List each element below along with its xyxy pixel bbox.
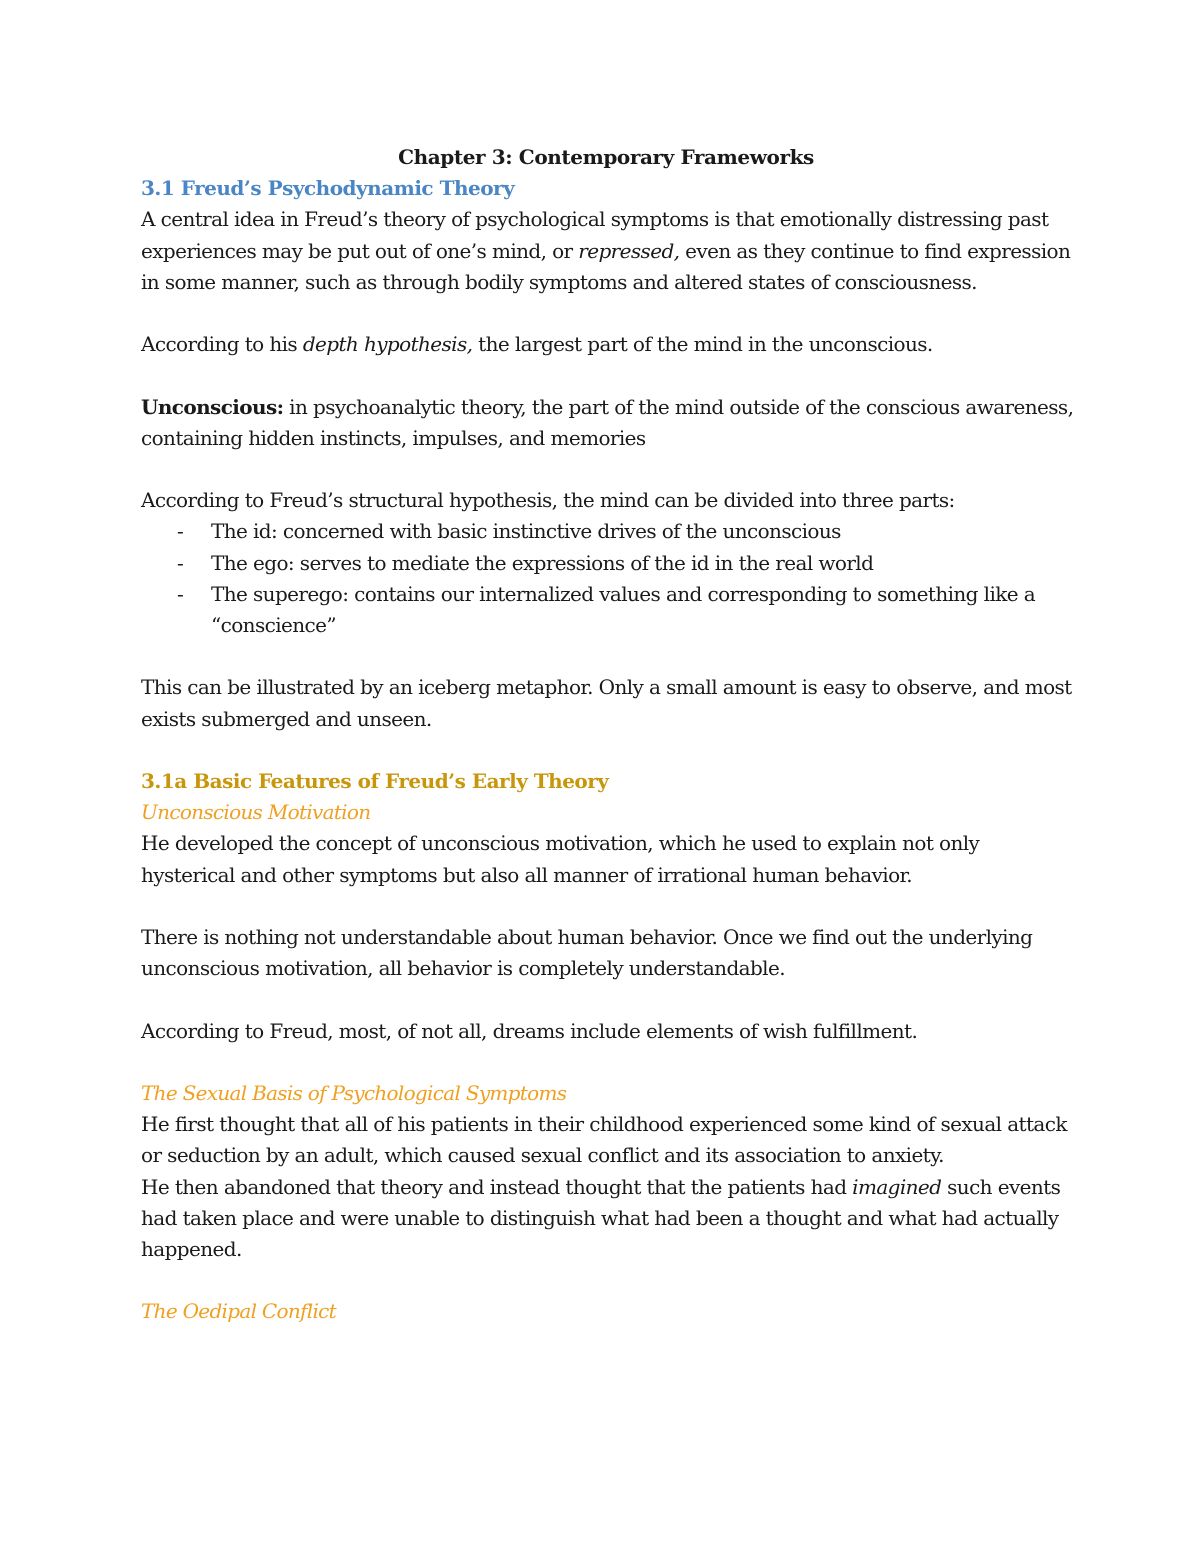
paragraph-depth-hypothesis [141,329,1071,360]
spacer [141,298,1071,329]
paragraph-line: He developed the concept of unconscious motivation, which he used to explain not only [141,831,980,856]
spacer [141,360,1071,391]
paragraph-dreams: According to Freud, most, of not all, dreams include elements of wish fulfillment. [141,1018,918,1043]
spacer [141,454,1071,485]
paragraph-line: hysterical and other symptoms but also all manner of irrational human behavior. [141,862,913,887]
paragraph-line: containing hidden instincts, impulses, and memories [141,425,646,450]
spacer [141,984,1071,1015]
list-item-text: The id: concerned with basic instinctive drives of the unconscious [211,519,841,544]
paragraph-understandable-behavior [141,922,1071,984]
text-run: such events [941,1174,1061,1199]
text-run: even as they continue to find expression [679,238,1071,263]
emphasis-depth-hypothesis: depth hypothesis, [302,332,473,357]
list-item [141,579,1071,641]
text-run: the largest part of the mind in the unconscious. [472,332,933,357]
document-page [141,140,1074,1328]
paragraph-line: or seduction by an adult, which caused sexual conflict and its association to anxiety. [141,1143,944,1168]
paragraph-structural-hypothesis: According to Freud’s structural hypothesis, the mind can be divided into three parts: [141,488,955,513]
paragraph-line [141,236,1071,267]
spacer [141,641,1071,672]
paragraph-line: happened. [141,1236,242,1261]
spacer [141,1047,1071,1078]
paragraph-line: unconscious motivation, all behavior is completely understandable. [141,956,785,981]
list-item-text-continued: “conscience” [211,613,336,637]
structure-list [141,516,1071,641]
paragraph-line: This can be illustrated by an iceberg metaphor. Only a small amount is easy to observe, and most [141,675,1072,700]
paragraph-repression [141,204,1071,298]
list-dash: - [177,519,184,544]
list-item-text: The superego: contains our internalized values and corresponding to something like a [211,581,1036,606]
chapter-title: Chapter 3: Contemporary Frameworks [398,145,814,169]
paragraph-unconscious-definition [141,392,1074,454]
section-heading-3-1a: 3.1a Basic Features of Freud’s Early Theory [141,768,609,793]
list-dash: - [177,550,184,575]
paragraph-seduction-theory [141,1109,1071,1171]
paragraph-line [141,392,1074,423]
paragraph-iceberg [141,672,1071,734]
spacer [141,891,1071,922]
list-item [141,548,1071,579]
text-run: According to his [141,332,303,357]
paragraph-unconscious-motivation [141,828,1071,890]
text-run: experiences may be put out of one’s mind, or [141,238,579,263]
subheading-sexual-basis: The Sexual Basis of Psychological Symptoms [141,1080,567,1105]
subheading-oedipal-conflict: The Oedipal Conflict [141,1299,336,1324]
paragraph-line: There is nothing not understandable about human behavior. Once we find out the underlying [141,924,1033,949]
emphasis-repressed: repressed, [578,238,680,263]
list-dash: - [177,581,184,606]
paragraph-line: in some manner, such as through bodily symptoms and altered states of consciousness. [141,269,977,294]
section-heading-3-1: 3.1 Freud’s Psychodynamic Theory [141,176,515,201]
paragraph-line: had taken place and were unable to distinguish what had been a thought and what had actually [141,1205,1059,1230]
list-item-text: The ego: serves to mediate the expressions of the id in the real world [211,550,874,575]
text-run: He then abandoned that theory and instead thought that the patients had [141,1174,853,1199]
spacer [141,735,1071,766]
subheading-unconscious-motivation: Unconscious Motivation [141,800,371,825]
emphasis-imagined: imagined [852,1174,942,1199]
paragraph-line: exists submerged and unseen. [141,706,432,731]
spacer [141,1265,1071,1296]
term-unconscious: Unconscious: [141,394,284,419]
paragraph-imagined-events [141,1172,1071,1266]
text-run: in psychoanalytic theory, the part of the mind outside of the conscious awareness, [283,394,1074,419]
list-item [141,516,1071,547]
paragraph-line: He first thought that all of his patients in their childhood experienced some kind of sexual attack [141,1112,1067,1137]
paragraph-line [141,1172,1071,1203]
paragraph-line: A central idea in Freud’s theory of psychological symptoms is that emotionally distressing past [141,207,1049,232]
